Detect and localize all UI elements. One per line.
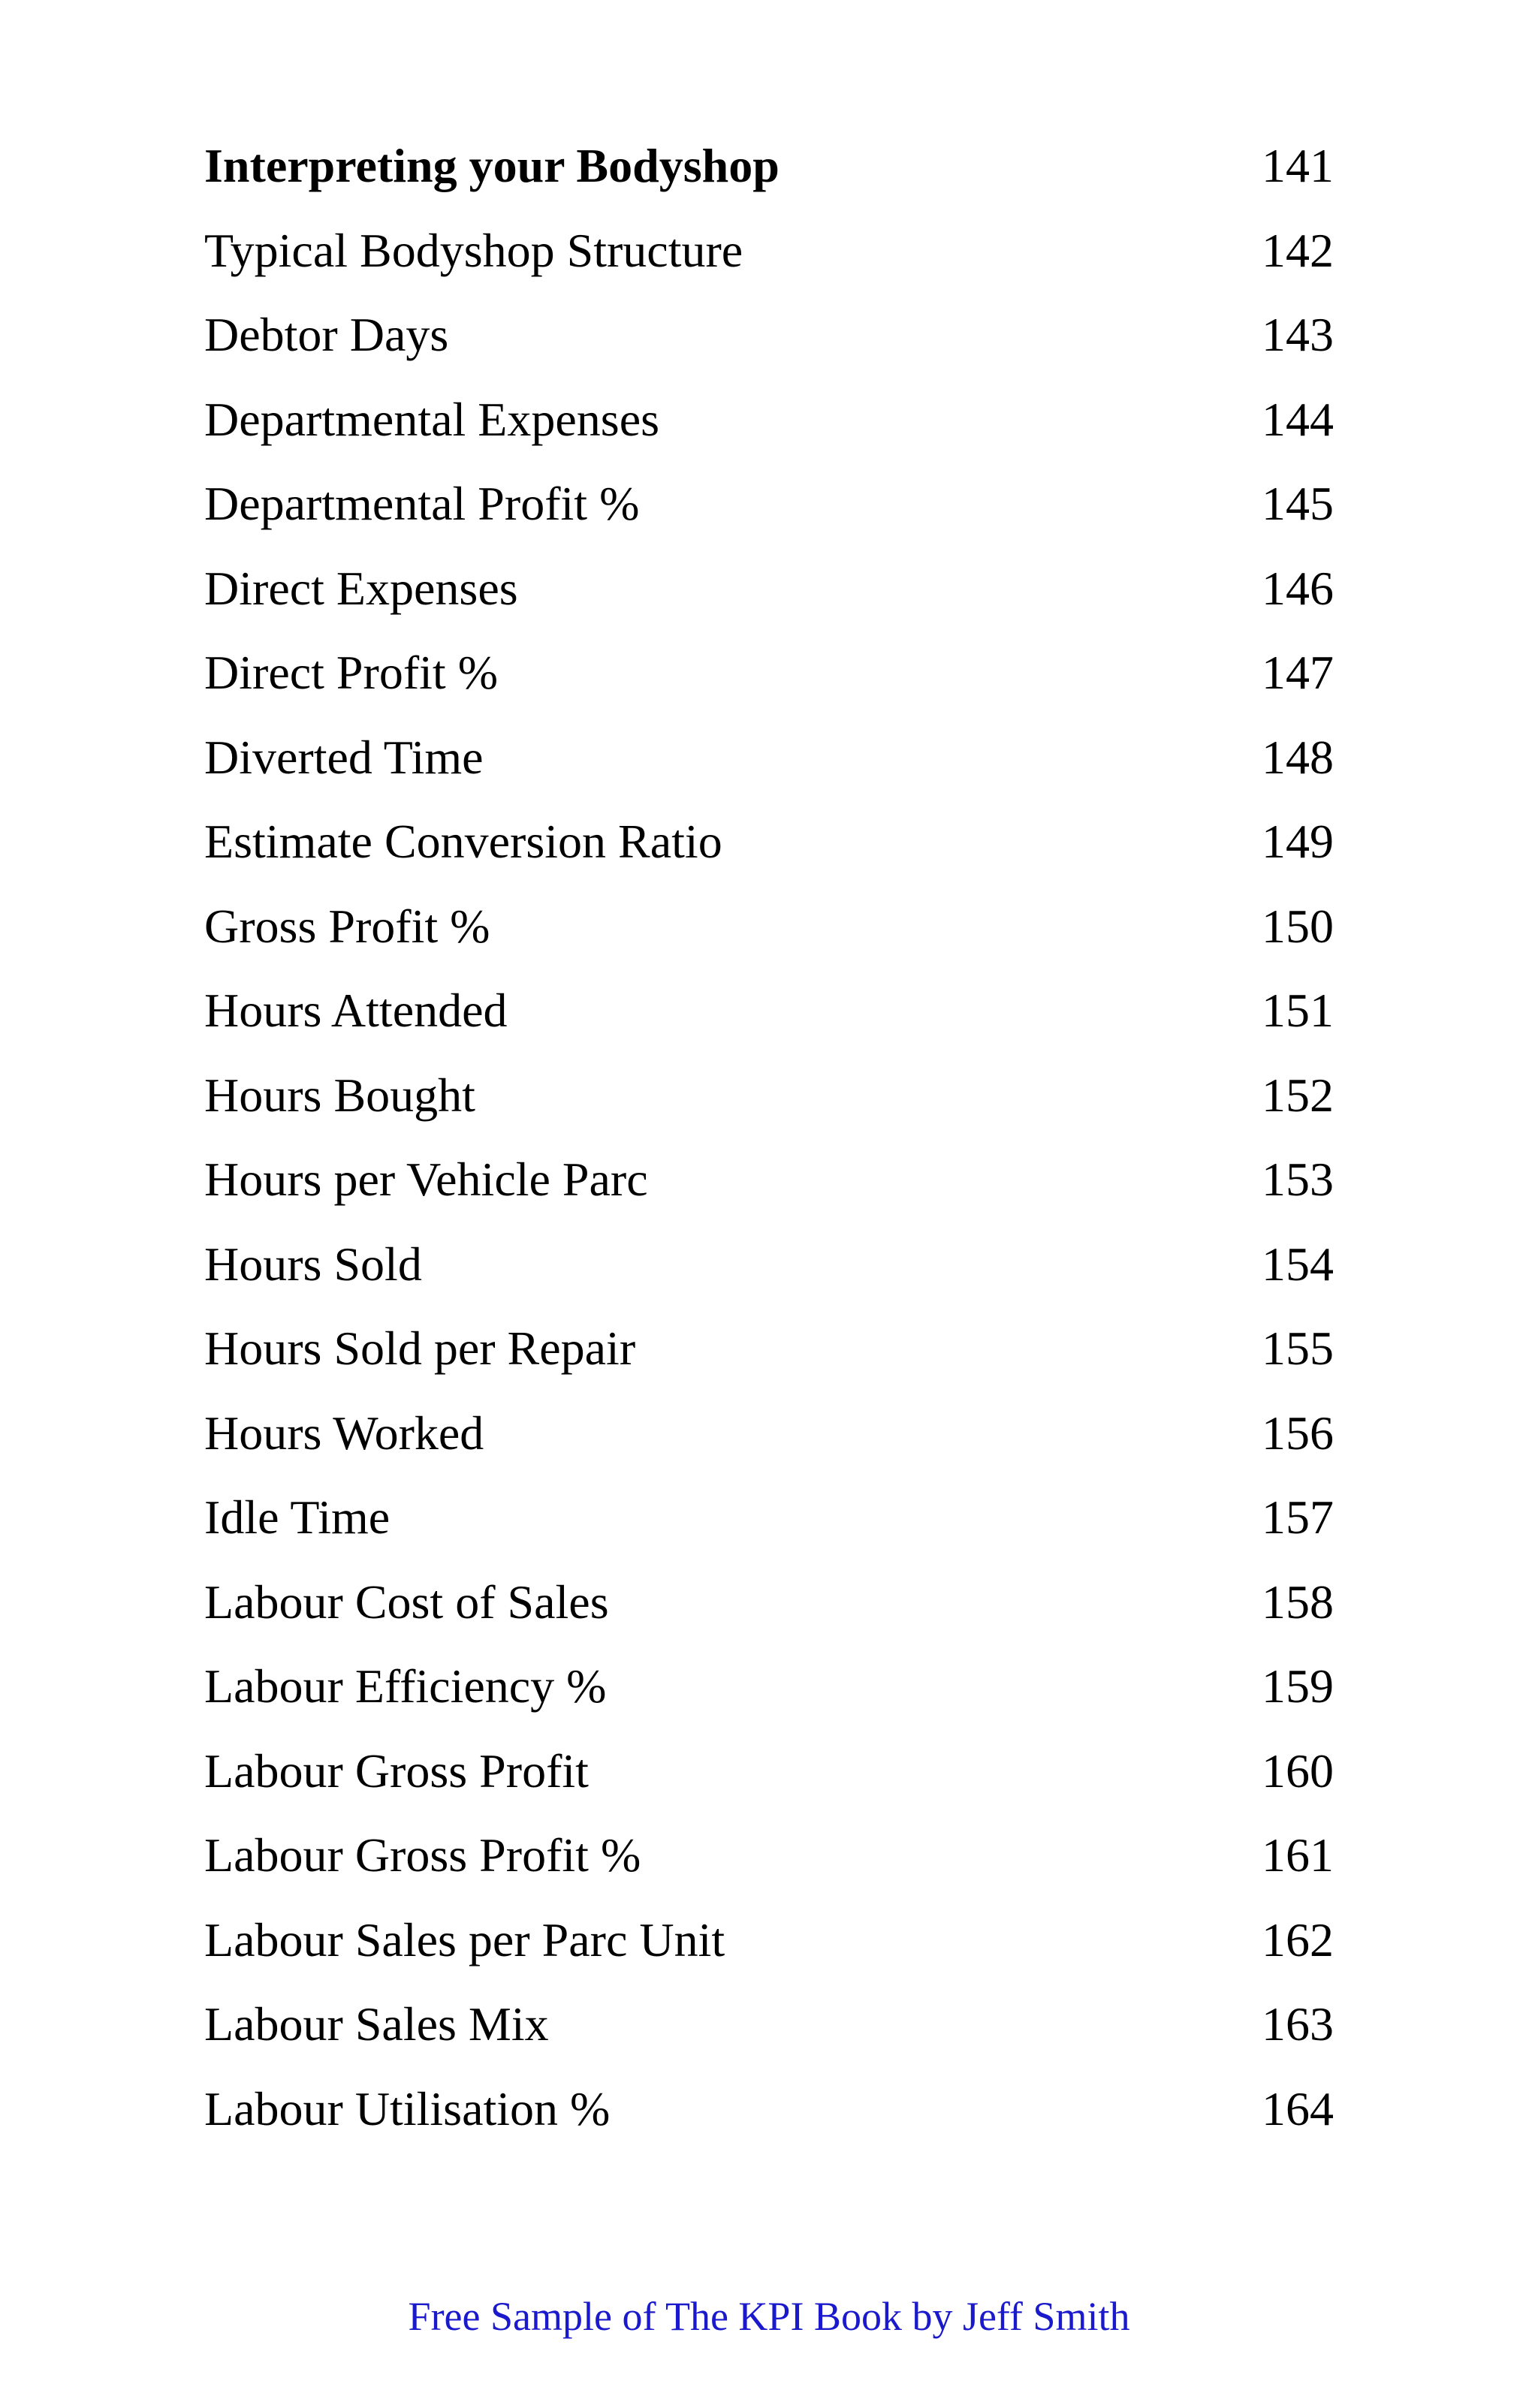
toc-entry-page-number: 154 [1262,1237,1334,1291]
toc-entry [204,722,1334,807]
toc-entry-title: Hours Attended [204,984,508,1037]
toc-entry-title: Hours per Vehicle Parc [204,1153,648,1206]
toc-entry [204,1567,1334,1652]
toc-entry [204,1313,1334,1398]
toc-entry-title: Debtor Days [204,308,449,361]
toc-entry-page-number: 158 [1262,1575,1334,1629]
toc-entry [204,1482,1334,1567]
toc-entry-page-number: 163 [1262,1997,1334,2051]
toc-entry [204,1398,1334,1483]
toc-entry-title: Direct Expenses [204,561,518,615]
toc-entry-title: Estimate Conversion Ratio [204,815,722,868]
toc-entry [204,1820,1334,1905]
toc-entry-title: Diverted Time [204,730,484,784]
toc-entry-page-number: 147 [1262,646,1334,699]
toc-entry-title: Labour Utilisation % [204,2081,611,2135]
toc-entry [204,215,1334,300]
toc-entry-page-number: 157 [1262,1490,1334,1544]
toc-entry-page-number: 153 [1262,1153,1334,1206]
toc-entry [204,469,1334,553]
toc-entry [204,1905,1334,1990]
toc-entry-title: Gross Profit % [204,899,490,953]
toc-entry [204,553,1334,638]
toc-entry-page-number: 146 [1262,561,1334,615]
toc-entry-title: Idle Time [204,1490,391,1544]
toc-entry-title: Departmental Profit % [204,477,640,530]
toc-entry-title: Hours Sold [204,1237,422,1291]
toc-entry [204,1060,1334,1145]
toc-entry-title: Typical Bodyshop Structure [204,223,743,277]
toc-entry-title: Labour Sales Mix [204,1997,549,2051]
toc-entry [204,1989,1334,2074]
toc-entry [204,1651,1334,1736]
toc-entry [204,1736,1334,1821]
toc-entry-title: Direct Profit % [204,646,498,699]
toc-entry-page-number: 161 [1262,1828,1334,1882]
toc-entry [204,1144,1334,1229]
toc-entry-page-number: 145 [1262,477,1334,530]
toc-entry-title: Labour Gross Profit % [204,1828,641,1882]
toc-entry-page-number: 142 [1262,223,1334,277]
toc-entry-page-number: 162 [1262,1912,1334,1966]
toc-entry [204,891,1334,976]
toc-entry-page-number: 149 [1262,815,1334,868]
toc-entries-list [204,215,1334,2159]
toc-entry-page-number: 143 [1262,308,1334,361]
toc-entry-title: Labour Efficiency % [204,1659,607,1713]
toc-entry-title: Labour Cost of Sales [204,1575,609,1629]
toc-entry-page-number: 150 [1262,899,1334,953]
table-of-contents [204,131,1334,2158]
toc-entry-page-number: 151 [1262,984,1334,1037]
toc-entry-title: Labour Sales per Parc Unit [204,1912,725,1966]
toc-entry-page-number: 159 [1262,1659,1334,1713]
toc-section-heading [204,131,1334,215]
toc-entry-page-number: 152 [1262,1068,1334,1122]
footer-text: Free Sample of The KPI Book by Jeff Smith [408,2294,1130,2339]
toc-entry-title: Departmental Expenses [204,392,659,446]
toc-entry-page-number: 164 [1262,2081,1334,2135]
toc-entry [204,300,1334,384]
toc-entry [204,637,1334,722]
toc-entry-page-number: 156 [1262,1406,1334,1460]
toc-entry-page-number: 148 [1262,730,1334,784]
toc-entry-title: Hours Sold per Repair [204,1322,636,1375]
toc-entry-title: Labour Gross Profit [204,1743,589,1798]
toc-entry-page-number: 160 [1262,1743,1334,1798]
toc-entry [204,975,1334,1060]
toc-entry-page-number: 155 [1262,1322,1334,1375]
toc-heading-page-number: 141 [1262,139,1334,192]
toc-entry [204,2074,1334,2159]
toc-entry-title: Hours Bought [204,1068,475,1122]
toc-entry-title: Hours Worked [204,1406,484,1460]
toc-entry [204,806,1334,891]
toc-entry [204,1229,1334,1314]
toc-entry [204,384,1334,469]
toc-heading-title: Interpreting your Bodyshop [204,139,780,192]
toc-entry-page-number: 144 [1262,392,1334,446]
